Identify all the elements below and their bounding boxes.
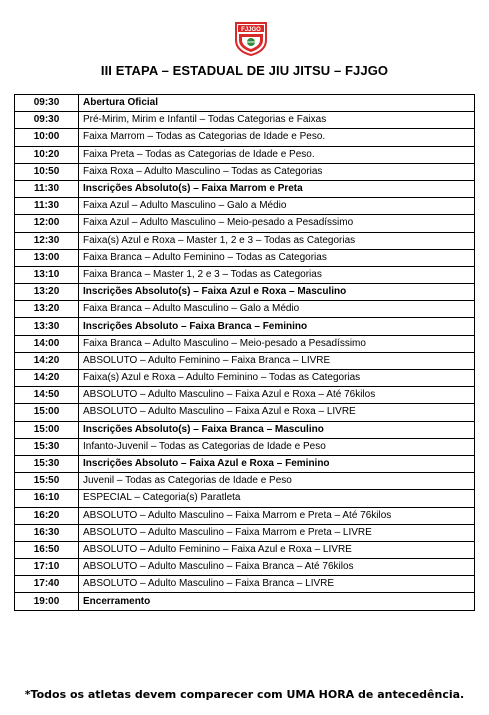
schedule-time: 10:50 bbox=[15, 163, 79, 180]
schedule-row bbox=[15, 198, 475, 215]
schedule-row bbox=[15, 490, 475, 507]
footnote bbox=[0, 688, 489, 701]
schedule-event: ABSOLUTO – Adulto Masculino – Faixa Marrom e Preta – LIVRE bbox=[79, 524, 475, 541]
schedule-event: Faixa Branca – Adulto Masculino – Meio-pesado a Pesadíssimo bbox=[79, 335, 475, 352]
schedule-table bbox=[14, 94, 475, 611]
schedule-time: 14:20 bbox=[15, 352, 79, 369]
schedule-time: 13:30 bbox=[15, 318, 79, 335]
schedule-event: ABSOLUTO – Adulto Masculino – Faixa Branca – LIVRE bbox=[79, 576, 475, 593]
schedule-row bbox=[15, 438, 475, 455]
schedule-row bbox=[15, 95, 475, 112]
schedule-event: Faixa Branca – Adulto Masculino – Galo a Médio bbox=[79, 301, 475, 318]
schedule-event: Faixa Branca – Master 1, 2 e 3 – Todas as Categorias bbox=[79, 266, 475, 283]
schedule-time: 14:50 bbox=[15, 387, 79, 404]
schedule-event: ABSOLUTO – Adulto Masculino – Faixa Branca – Até 76kilos bbox=[79, 559, 475, 576]
schedule-time: 14:20 bbox=[15, 370, 79, 387]
page-title: III ETAPA – ESTADUAL DE JIU JITSU – FJJGO bbox=[100, 63, 389, 78]
schedule-row bbox=[15, 215, 475, 232]
schedule-event: Faixa Azul – Adulto Masculino – Galo a Médio bbox=[79, 198, 475, 215]
schedule-event: ABSOLUTO – Adulto Masculino – Faixa Marrom e Preta – Até 76kilos bbox=[79, 507, 475, 524]
schedule-time: 17:40 bbox=[15, 576, 79, 593]
schedule-time: 19:00 bbox=[15, 593, 79, 610]
schedule-event: Encerramento bbox=[79, 593, 475, 610]
schedule-event: Abertura Oficial bbox=[79, 95, 475, 112]
schedule-event: ABSOLUTO – Adulto Masculino – Faixa Azul e Roxa – LIVRE bbox=[79, 404, 475, 421]
schedule-row bbox=[15, 146, 475, 163]
schedule-row bbox=[15, 266, 475, 283]
schedule-event: Faixa(s) Azul e Roxa – Adulto Feminino – Todas as Categorias bbox=[79, 370, 475, 387]
federation-logo bbox=[232, 20, 270, 56]
schedule-row bbox=[15, 180, 475, 197]
schedule-row bbox=[15, 421, 475, 438]
schedule-row bbox=[15, 559, 475, 576]
schedule-row bbox=[15, 232, 475, 249]
schedule-event: Faixa Marrom – Todas as Categorias de Idade e Peso. bbox=[79, 129, 475, 146]
schedule-time: 14:00 bbox=[15, 335, 79, 352]
schedule-row bbox=[15, 352, 475, 369]
schedule-row bbox=[15, 387, 475, 404]
schedule-event: Inscrições Absoluto(s) – Faixa Marrom e Preta bbox=[79, 180, 475, 197]
schedule-row bbox=[15, 112, 475, 129]
schedule-row bbox=[15, 524, 475, 541]
schedule-event: Juvenil – Todas as Categorias de Idade e Peso bbox=[79, 473, 475, 490]
schedule-time: 11:30 bbox=[15, 198, 79, 215]
schedule-time: 13:10 bbox=[15, 266, 79, 283]
logo-lettering: FJJGO bbox=[241, 27, 261, 33]
schedule-time: 15:30 bbox=[15, 438, 79, 455]
schedule-event: Pré-Mirim, Mirim e Infantil – Todas Categorias e Faixas bbox=[79, 112, 475, 129]
schedule-event: Inscrições Absoluto – Faixa Azul e Roxa – Feminino bbox=[79, 455, 475, 472]
schedule-time: 16:30 bbox=[15, 524, 79, 541]
schedule-time: 12:00 bbox=[15, 215, 79, 232]
schedule-row bbox=[15, 370, 475, 387]
schedule-time: 09:30 bbox=[15, 112, 79, 129]
schedule-event: Inscrições Absoluto – Faixa Branca – Feminino bbox=[79, 318, 475, 335]
schedule-time: 15:30 bbox=[15, 455, 79, 472]
schedule-row bbox=[15, 129, 475, 146]
schedule-row bbox=[15, 576, 475, 593]
schedule-time: 15:00 bbox=[15, 421, 79, 438]
schedule-row bbox=[15, 507, 475, 524]
footnote-prefix: *Todos os atletas devem comparecer com bbox=[24, 688, 287, 701]
schedule-row bbox=[15, 318, 475, 335]
schedule-time: 13:20 bbox=[15, 284, 79, 301]
schedule-row bbox=[15, 473, 475, 490]
schedule-event: Infanto-Juvenil – Todas as Categorias de Idade e Peso bbox=[79, 438, 475, 455]
schedule-time: 13:20 bbox=[15, 301, 79, 318]
schedule-event: Faixa(s) Azul e Roxa – Master 1, 2 e 3 – Todas as Categorias bbox=[79, 232, 475, 249]
schedule-event: Faixa Preta – Todas as Categorias de Idade e Peso. bbox=[79, 146, 475, 163]
schedule-time: 17:10 bbox=[15, 559, 79, 576]
schedule-row bbox=[15, 455, 475, 472]
schedule-event: ABSOLUTO – Adulto Masculino – Faixa Azul e Roxa – Até 76kilos bbox=[79, 387, 475, 404]
schedule-time: 16:50 bbox=[15, 541, 79, 558]
schedule-event: Faixa Roxa – Adulto Masculino – Todas as Categorias bbox=[79, 163, 475, 180]
schedule-event: Inscrições Absoluto(s) – Faixa Azul e Roxa – Masculino bbox=[79, 284, 475, 301]
schedule-row bbox=[15, 249, 475, 266]
schedule-time: 11:30 bbox=[15, 180, 79, 197]
footnote-emphasis: UMA HORA bbox=[286, 688, 355, 701]
schedule-time: 15:00 bbox=[15, 404, 79, 421]
schedule-body bbox=[15, 95, 475, 611]
schedule-time: 15:50 bbox=[15, 473, 79, 490]
schedule-time: 10:20 bbox=[15, 146, 79, 163]
schedule-event: ABSOLUTO – Adulto Feminino – Faixa Azul e Roxa – LIVRE bbox=[79, 541, 475, 558]
schedule-event: ESPECIAL – Categoria(s) Paratleta bbox=[79, 490, 475, 507]
schedule-time: 13:00 bbox=[15, 249, 79, 266]
schedule-row bbox=[15, 163, 475, 180]
schedule-time: 09:30 bbox=[15, 95, 79, 112]
schedule-row bbox=[15, 404, 475, 421]
schedule-row bbox=[15, 335, 475, 352]
schedule-event: Inscrições Absoluto(s) – Faixa Branca – Masculino bbox=[79, 421, 475, 438]
schedule-row bbox=[15, 301, 475, 318]
schedule-event: Faixa Azul – Adulto Masculino – Meio-pesado a Pesadíssimo bbox=[79, 215, 475, 232]
schedule-time: 10:00 bbox=[15, 129, 79, 146]
schedule-row bbox=[15, 541, 475, 558]
schedule-row bbox=[15, 284, 475, 301]
schedule-time: 16:20 bbox=[15, 507, 79, 524]
footnote-suffix: de antecedência. bbox=[354, 688, 465, 701]
schedule-row bbox=[15, 593, 475, 610]
schedule-time: 12:30 bbox=[15, 232, 79, 249]
schedule-event: Faixa Branca – Adulto Feminino – Todas as Categorias bbox=[79, 249, 475, 266]
schedule-event: ABSOLUTO – Adulto Feminino – Faixa Branca – LIVRE bbox=[79, 352, 475, 369]
schedule-time: 16:10 bbox=[15, 490, 79, 507]
shield-crest-icon bbox=[232, 20, 270, 56]
